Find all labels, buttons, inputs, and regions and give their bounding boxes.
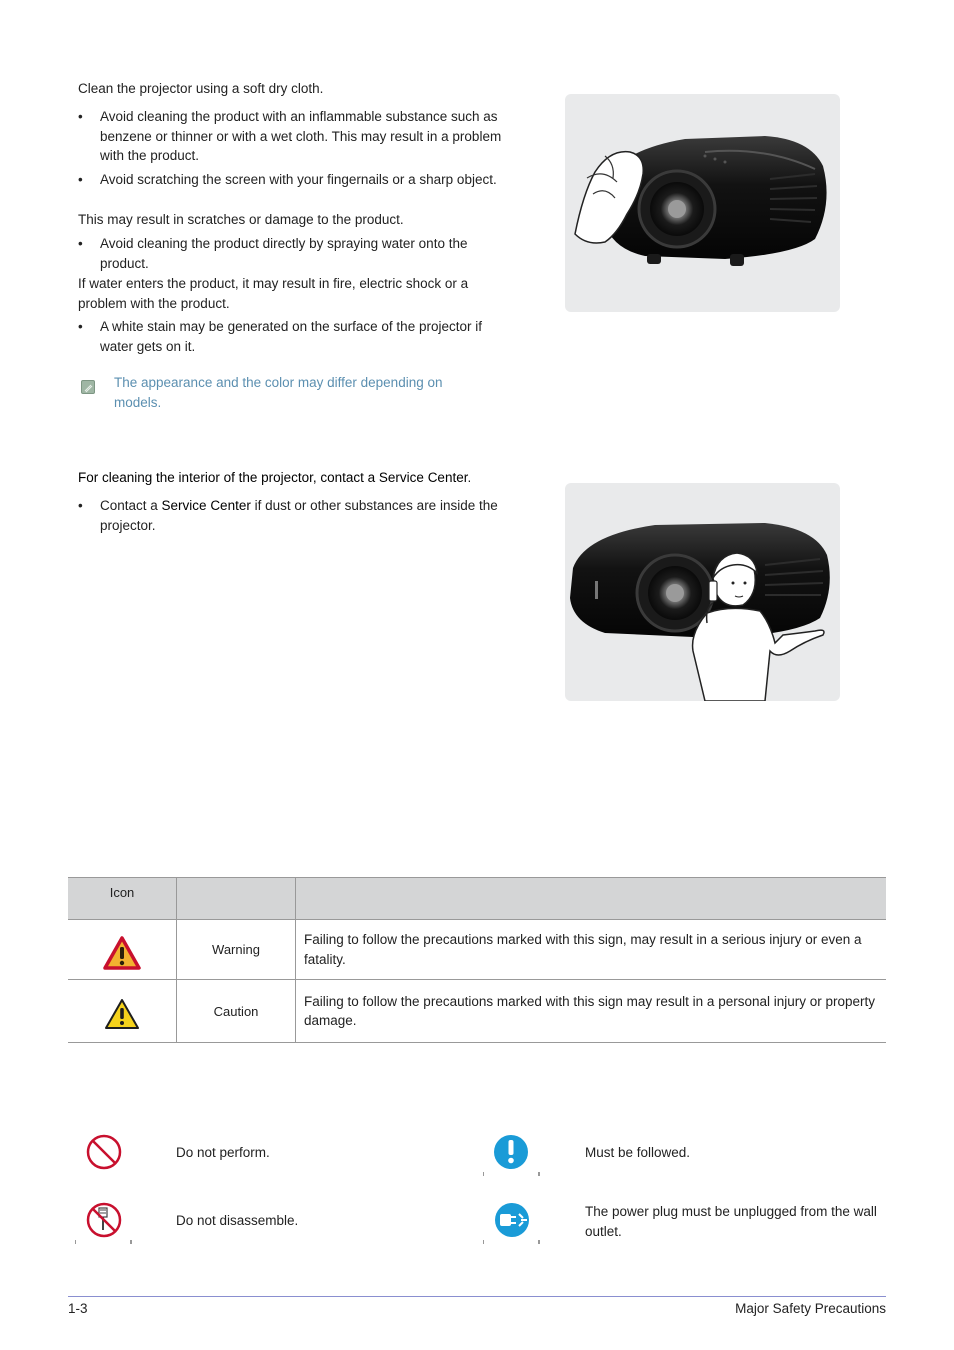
list-item — [78, 496, 518, 536]
do-not-perform-text: Do not perform. — [176, 1145, 270, 1160]
projector-cleaning-image — [565, 94, 840, 312]
unplug-icon — [483, 1196, 541, 1244]
cleaning-consequence-1: This may result in scratches or damage to the product. — [78, 212, 404, 227]
bullet-text: Avoid scratching the screen with your fingernails or a sharp object. — [100, 172, 497, 187]
note-icon — [81, 380, 95, 394]
cleaning-consequence-2: If water enters the product, it may result in fire, electric shock or a problem with the product. — [78, 276, 469, 311]
note-text: The appearance and the color may differ depending on models. — [114, 375, 443, 410]
bullet-dot: • — [78, 498, 83, 513]
cleaning-intro: Clean the projector using a soft dry cloth. — [78, 81, 324, 96]
mandatory-icon — [483, 1128, 541, 1176]
warning-icon-cell — [68, 920, 177, 980]
caution-description: Failing to follow the precautions marked with this sign may result in a personal injury or property damage. — [296, 980, 887, 1043]
bullet-text-pre: Contact a — [100, 498, 162, 513]
section-title: Major Safety Precautions — [735, 1301, 886, 1316]
service-center-link[interactable]: Service Center — [378, 470, 468, 485]
unplug-text: The power plug must be unplugged from the wall outlet. — [585, 1204, 877, 1239]
unplug-sign-cell — [483, 1196, 541, 1244]
must-be-followed-text: Must be followed. — [585, 1145, 691, 1160]
bullet-text: Avoid cleaning the product with an inflammable substance such as benzene or thinner or with a wet cloth. This may result in a problem with the product. — [100, 109, 502, 163]
interior-heading-text: For cleaning the interior of the projector, contact a — [78, 470, 379, 485]
list-item — [78, 234, 518, 274]
column-header-blank — [296, 878, 887, 920]
bullet-dot: • — [78, 319, 83, 334]
bullet-text-post: if dust or other substances are inside the projector. — [100, 498, 498, 533]
warning-label: Warning — [177, 920, 296, 980]
table-row — [68, 980, 886, 1043]
mandatory-sign-cell — [483, 1128, 541, 1176]
disassemble-sign-cell — [75, 1196, 133, 1244]
table-header-row — [68, 878, 886, 920]
warning-description: Failing to follow the precautions marked with this sign, may result in a serious injury or even a fatality. — [296, 920, 887, 980]
footer-divider — [68, 1296, 886, 1297]
no-disassembly-icon — [75, 1196, 133, 1244]
table-row — [68, 920, 886, 980]
prohibition-icon — [75, 1128, 133, 1176]
list-item — [78, 107, 518, 167]
prohibit-sign-cell — [75, 1128, 133, 1176]
caution-label: Caution — [177, 980, 296, 1043]
do-not-disassemble-text: Do not disassemble. — [176, 1213, 299, 1228]
caution-icon — [104, 998, 140, 1030]
service-center-link[interactable]: Service Center — [161, 498, 251, 513]
bullet-text: A white stain may be generated on the surface of the projector if water gets on it. — [100, 319, 482, 354]
list-item — [78, 317, 518, 357]
bullet-dot: • — [78, 109, 83, 124]
bullet-text: Avoid cleaning the product directly by spraying water onto the product. — [100, 236, 468, 271]
list-item — [78, 170, 518, 210]
safety-symbols-table — [68, 877, 886, 1043]
interior-heading-end: . — [467, 470, 472, 485]
caution-icon-cell — [68, 980, 177, 1043]
bullet-dot: • — [78, 236, 83, 251]
service-center-image — [565, 483, 840, 701]
bullet-text — [100, 496, 510, 535]
column-header-blank — [177, 878, 296, 920]
bullet-dot: • — [78, 172, 83, 187]
column-header-icon: Icon — [68, 878, 177, 920]
page-number: 1-3 — [68, 1301, 88, 1316]
warning-icon — [103, 936, 141, 970]
interior-heading — [78, 468, 548, 488]
